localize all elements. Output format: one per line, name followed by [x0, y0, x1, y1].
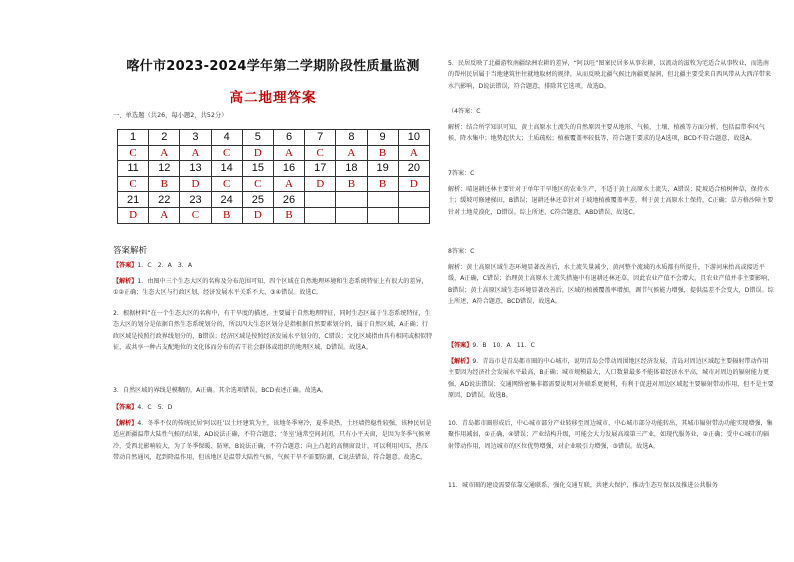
- question-number: [398, 192, 429, 208]
- question-number: 9: [367, 130, 398, 146]
- table-row: [118, 207, 430, 223]
- question-number: 12: [149, 161, 180, 177]
- analysis-paragraph: [448, 356, 774, 401]
- question-number: [367, 192, 398, 208]
- question-number: 17: [305, 161, 336, 177]
- answer-letter: D: [305, 176, 336, 192]
- analysis-paragraph: 解析：晴退耕还林主要针对于单年干旱地区的农业生产，不适于黄土高原水土流失，A错误；陡坡适合植树种草，保持水土；缓坡可修建梯田，B错误；退耕还林还草针对于坡地植被覆盖率差，利于黄土高原水土保持，C正确；草方格沙障主要针对土地荒漠化，D错误。综上所述，C符合题意，ABD错误，故选C。: [448, 186, 774, 216]
- table-row: [118, 161, 430, 177]
- answer-line: 7答案：C: [448, 170, 475, 177]
- question-number: 10: [398, 130, 429, 146]
- answer-letter: D: [242, 145, 273, 161]
- question-number: 23: [180, 192, 211, 208]
- analysis-paragraph: 10．青岛都市圈形成后，中心城市部分产业转移至周边城市，中心城市部分功能转出，其城市辐射带动功能实现增强，集聚作用减弱，①正确，④错误；产业结构升级，可能会大力发展高端第三产业，如现代服务业，②正确；受中心城市的辐射带动作用，周边城市的区位优势增强，对企业吸引力增强，③错误。故选A。: [448, 420, 773, 450]
- answer-letter: A: [149, 145, 180, 161]
- question-number: 3: [180, 130, 211, 146]
- answer-line: [113, 402, 433, 413]
- question-number: 24: [211, 192, 242, 208]
- answer-letter: A: [398, 145, 429, 161]
- analysis-paragraph: 3．自然区域的界线是模糊的，A正确。其余选项错误，BCD表述正确。故选A。: [113, 387, 328, 394]
- question-number: 26: [273, 192, 304, 208]
- section-heading: 一、单选题（共26，每小题2，共52分）: [113, 112, 228, 119]
- analysis-tag: 【解析】: [448, 358, 473, 365]
- answer-letter: [398, 207, 429, 223]
- question-number: 19: [367, 161, 398, 177]
- answer-letter: B: [211, 207, 242, 223]
- answer-tag: 【答案】: [113, 262, 138, 269]
- answer-table: [117, 129, 430, 224]
- answer-letter: D: [118, 207, 149, 223]
- answer-letter: C: [211, 145, 242, 161]
- table-row: [118, 192, 430, 208]
- answer-letter: B: [367, 145, 398, 161]
- answer-letter: D: [398, 176, 429, 192]
- answer-letter: A: [273, 176, 304, 192]
- answer-text: 9．B 10．A 11．C: [472, 342, 535, 349]
- answer-text: 1．C 2．A 3．A: [137, 262, 193, 269]
- table-row: [118, 176, 430, 192]
- question-number: [336, 192, 367, 208]
- answer-letter: D: [242, 207, 273, 223]
- question-number: 5: [242, 130, 273, 146]
- question-number: 16: [273, 161, 304, 177]
- question-number: 6: [273, 130, 304, 146]
- answer-letter: A: [149, 207, 180, 223]
- answer-letter: B: [273, 207, 304, 223]
- answer-letter: A: [273, 145, 304, 161]
- analysis-paragraph: [113, 418, 433, 463]
- table-row: [118, 130, 430, 146]
- analysis-text: 1．由图中三个生态大区的名称及分布范围可知，四个区域在自然地理环境和生态系统特征上有很大的差异，①②正确；生态大区与行政区划、经济发展水平关系不大，③④错误。故选C。: [113, 278, 428, 297]
- answer-letter: C: [211, 176, 242, 192]
- answer-letter: [305, 207, 336, 223]
- answer-letter: [336, 207, 367, 223]
- question-number: [305, 192, 336, 208]
- question-number: 14: [211, 161, 242, 177]
- question-number: 18: [336, 161, 367, 177]
- question-number: 25: [242, 192, 273, 208]
- answer-line: [113, 260, 433, 271]
- answer-letter: C: [242, 176, 273, 192]
- answer-line: [448, 340, 774, 351]
- analysis-tag: 【解析】: [113, 420, 138, 427]
- answer-tag: 【答案】: [448, 342, 473, 349]
- answer-line: 8答案：C: [448, 248, 475, 255]
- analysis-text: 4．冬季不仅的传统民居‘阿以旺’以土坯建筑为主，该地冬季寒冷，夏季炎热，土坯墙热稳性较强，该种民居是适应新疆温带大陆性气候的结果，AD说法正确，不符合题意；‘冬室’通常空间封闭，只有小平天窗，是因为冬季气候寒冷，受西北影响较大，为了冬季保暖、防寒，B说法正确，不符合题意；向上凸起的高侧窗设计，可以利用风压，热压带动自然通风，起到降温作用，但该地区是温带大陆性气候，气候干旱不需要防潮，C说法错误，符合题意。故选C。: [113, 420, 432, 461]
- analysis-heading: 答案解析: [113, 246, 148, 256]
- analysis-paragraph: 11．城市圈的建设需要依靠交通联系，强化交通互联，共建大保护，推动生态互保以及推进公共服务: [448, 482, 718, 489]
- answer-letter: B: [367, 176, 398, 192]
- question-number: 11: [118, 161, 149, 177]
- document-subtitle: 高二地理答案: [229, 90, 317, 106]
- analysis-tag: 【解析】: [113, 278, 138, 285]
- answer-letter: [367, 207, 398, 223]
- question-number: 8: [336, 130, 367, 146]
- question-number: 1: [118, 130, 149, 146]
- answer-tag: 【答案】: [113, 404, 138, 411]
- answer-letter: C: [180, 207, 211, 223]
- analysis-paragraph: 解析：黄土高原区域生态环境显著改善后，水土流失量减少，黄河整个流域的水质都有所提升，下游河床抬高或接近平缓，A正确，C错误；治理黄土高原水土流失措施中有退耕还林还草，因此农业产值不会增大，且农业产值并非主要影响，B错误；黄土高原区域生态环境显著改善后，区域的植被覆盖率增加，调节气候能力增强，提供温差不会变大，D错误。综上所述，A符合题意，BCD错误，故选A。: [448, 264, 774, 305]
- analysis-paragraph: [113, 276, 433, 299]
- table-row: [118, 145, 430, 161]
- answer-letter: C: [118, 145, 149, 161]
- question-number: 2: [149, 130, 180, 146]
- analysis-paragraph: 5．民居反映了北疆游牧南疆绿洲农耕的差异，“阿以旺”图案民居多从事农耕，以流动的滋牧为宅适合从事牧业，而选南的帮州民居属于当地建筑往往就地取材的规律，从而反映北疆气候比南疆更湿润，但北疆主要受来自西风带从大西洋带来水汽影响，D说法错误，符合题意，排除其它选项。故选D。: [448, 60, 771, 90]
- analysis-paragraph: 解析：结合所学知识可知，黄土高原水土流失的自然原因主要从地形、气候、土壤、植被等方面分析，包括温带季风气候，降水集中；地势起伏大；土质疏松；植被覆盖率较低等，符合题干要求的是A选项，BCD不符合题意，故选A。: [448, 124, 765, 143]
- answer-letter: B: [336, 176, 367, 192]
- question-number: 21: [118, 192, 149, 208]
- answer-line: （4答案：C: [448, 108, 481, 115]
- analysis-paragraph: 2．根据材料“在一个生态大区的名称中，有干旱度的描述，主要属于自然地理特征，同时生态区属于生态系统特征，生态大区的划分是依据自然生态系统划分的，所以四大生态区划分是指根据自然要素划分的，属于自然区域，A正确；行政区域是按照行政界线划分的，B错误；经济区域是按照经济发展水平划分的，C错误；文化区域指由具有相同或相似特征，或共享一种占支配地位的文化体而分布的若干社会群体或组织的地理区域，D错误。故选A。: [113, 310, 433, 351]
- question-number: 22: [149, 192, 180, 208]
- question-number: 20: [398, 161, 429, 177]
- question-number: 7: [305, 130, 336, 146]
- answer-letter: C: [305, 145, 336, 161]
- question-number: 15: [242, 161, 273, 177]
- answer-letter: D: [180, 176, 211, 192]
- answer-letter: A: [336, 145, 367, 161]
- answer-letter: A: [180, 145, 211, 161]
- answer-letter: C: [118, 176, 149, 192]
- question-number: 13: [180, 161, 211, 177]
- answer-text: 4．C 5．D: [137, 404, 173, 411]
- question-number: 4: [211, 130, 242, 146]
- answer-letter: B: [149, 176, 180, 192]
- document-title: 喀什市2023-2024学年第二学期阶段性质量监测: [126, 59, 420, 74]
- analysis-text: 9．青岛市是青岛都市圈的中心城市，说明青岛会带动周围地区经济发展，青岛对周边区域起主要辐射带动作用主要因为经济社会发展水平最高，B正确；城市规模最大，人口数量最多不能体着经济水平高，城市对周边的辐射能力更强，AD说法错误；交通网络密集非都需要说明对外联系更便利，有利于促进对周边区域起主要辐射带动作用，但不是主要原因，D错误。故选B。: [448, 358, 774, 399]
